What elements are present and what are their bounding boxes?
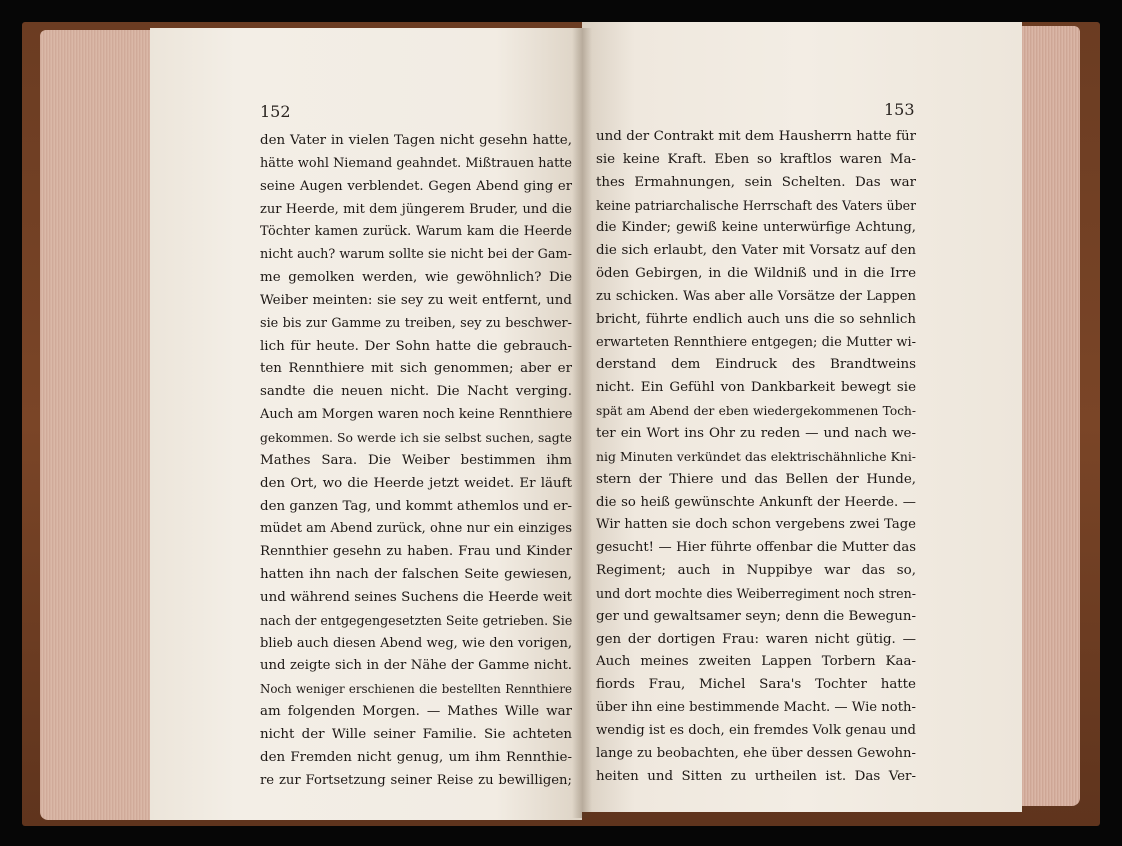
text-line: Wir hatten sie doch schon vergebens zwei Tage <box>596 517 916 533</box>
text-line: öden Gebirgen, in die Wildniß und in die Irre <box>596 266 916 282</box>
text-line: ger und gewaltsamer seyn; denn die Bewegun- <box>596 608 916 624</box>
left-page <box>150 28 582 820</box>
text-line: blieb auch diesen Abend weg, wie den vorigen, <box>260 635 572 651</box>
text-line: lich für heute. Der Sohn hatte die gebrauch- <box>260 338 572 354</box>
text-line: sie keine Kraft. Eben so kraftlos waren Ma- <box>596 151 916 167</box>
text-line: und zeigte sich in der Nähe der Gamme nicht. <box>260 658 572 674</box>
text-line: am folgenden Morgen. — Mathes Wille war <box>260 704 572 720</box>
text-line: Regiment; auch in Nuppibye war das so, <box>596 563 916 579</box>
text-line: thes Ermahnungen, sein Schelten. Das war <box>596 174 916 190</box>
text-line: die Kinder; gewiß keine unterwürfige Achtung, <box>596 220 916 236</box>
text-line: ten Rennthiere mit sich genommen; aber er <box>260 361 572 377</box>
text-line: Auch meines zweiten Lappen Torbern Kaa- <box>596 654 916 670</box>
text-line: bricht, führte endlich auch uns die so sehnlich <box>596 311 916 327</box>
text-line: den Ort, wo die Heerde jetzt weidet. Er läuft <box>260 475 572 491</box>
text-line: re zur Fortsetzung seiner Reise zu bewilligen; <box>260 772 572 788</box>
text-line: nach der entgegengesetzten Seite getrieben. Sie <box>260 612 572 628</box>
text-line: Weiber meinten: sie sey zu weit entfernt, und <box>260 292 572 308</box>
page-edges-left <box>40 30 160 820</box>
text-line: stern der Thiere und das Bellen der Hunde, <box>596 471 916 487</box>
text-line: heiten und Sitten zu urtheilen ist. Das Ver- <box>596 768 916 784</box>
text-line: nicht auch? warum sollte sie nicht bei der Gam- <box>260 247 572 263</box>
text-line: keine patriarchalische Herrschaft des Vaters über <box>596 197 916 213</box>
text-line: hätte wohl Niemand geahndet. Mißtrauen hatte <box>260 155 572 171</box>
text-line: spät am Abend der eben wiedergekommenen Toch- <box>596 404 916 419</box>
text-line: und der Contrakt mit dem Hausherrn hatte für <box>596 129 916 144</box>
page-number-left: 152 <box>260 102 291 121</box>
text-line: erwarteten Rennthiere entgegen; die Mutter wi- <box>596 334 916 350</box>
text-line: gekommen. So werde ich sie selbst suchen, sagte <box>260 429 572 445</box>
text-line: den Fremden nicht genug, um ihm Rennthie- <box>260 749 572 765</box>
text-line: lange zu beobachten, ehe über dessen Gewohn- <box>596 745 916 761</box>
text-line: müdet am Abend zurück, ohne nur ein einziges <box>260 521 572 537</box>
text-line: hatten ihn nach der falschen Seite gewiesen, <box>260 567 572 583</box>
text-line: Auch am Morgen waren noch keine Rennthiere <box>260 407 572 423</box>
text-line: sandte die neuen nicht. Die Nacht verging. <box>260 384 572 400</box>
page-number-right: 153 <box>884 100 915 119</box>
text-line: nicht. Ein Gefühl von Dankbarkeit bewegt sie <box>596 380 916 396</box>
text-line: und während seines Suchens die Heerde weit <box>260 589 572 605</box>
text-line: den ganzen Tag, und kommt athemlos und er- <box>260 498 572 514</box>
text-line: die sich erlaubt, den Vater mit Vorsatz auf den <box>596 243 916 259</box>
text-line: den Vater in vielen Tagen nicht gesehn hatte, <box>260 133 572 148</box>
text-line: nicht der Wille seiner Familie. Sie achteten <box>260 726 572 742</box>
text-line: fiords Frau, Michel Sara's Tochter hatte <box>596 677 916 693</box>
page-edges-right <box>1018 26 1080 806</box>
text-line: über ihn eine bestimmende Macht. — Wie noth- <box>596 700 916 716</box>
text-line: gesucht! — Hier führte offenbar die Mutter das <box>596 540 916 556</box>
text-line: zu schicken. Was aber alle Vorsätze der Lappen <box>596 288 916 304</box>
right-page <box>582 22 1022 812</box>
text-line: me gemolken werden, wie gewöhnlich? Die <box>260 270 572 286</box>
text-line: und dort mochte dies Weiberregiment noch stren- <box>596 585 916 601</box>
text-line: Rennthier gesehn zu haben. Frau und Kinder <box>260 544 572 560</box>
right-page-text <box>596 126 916 788</box>
text-line: sie bis zur Gamme zu treiben, sey zu beschwer- <box>260 315 572 331</box>
text-line: die so heiß gewünschte Ankunft der Heerde. — <box>596 494 916 510</box>
text-line: zur Heerde, mit dem jüngerem Bruder, und die <box>260 201 572 217</box>
text-line: gen der dortigen Frau: waren nicht gütig. — <box>596 631 916 647</box>
text-line: wendig ist es doch, ein fremdes Volk genau und <box>596 722 916 738</box>
book-gutter <box>572 28 592 818</box>
text-line: ter ein Wort ins Ohr zu reden — und nach we- <box>596 425 916 441</box>
text-line: Mathes Sara. Die Weiber bestimmen ihm <box>260 452 572 468</box>
text-line: Noch weniger erschienen die bestellten Rennthiere <box>260 682 572 697</box>
text-line: Töchter kamen zurück. Warum kam die Heerde <box>260 224 572 240</box>
text-line: seine Augen verblendet. Gegen Abend ging er <box>260 178 572 194</box>
text-line: derstand dem Eindruck des Brandtweins <box>596 357 916 373</box>
text-line: nig Minuten verkündet das elektrischähnliche Kni- <box>596 448 916 464</box>
left-page-text <box>260 130 572 792</box>
